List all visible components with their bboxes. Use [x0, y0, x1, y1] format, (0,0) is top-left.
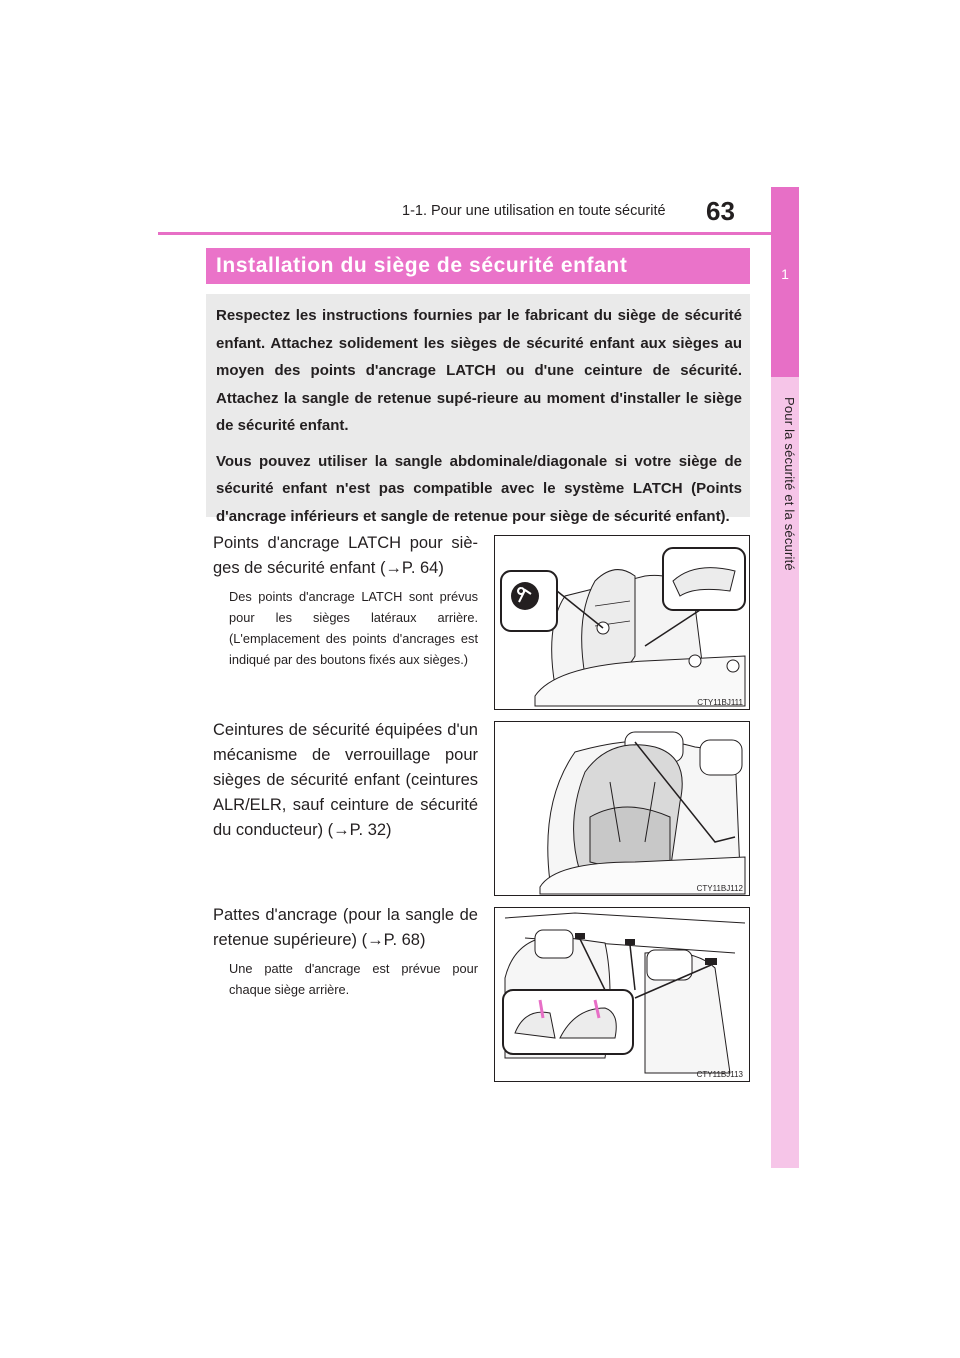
intro-paragraph-1: Respectez les instructions fournies par le fabricant du siège de sécurité enfant. Attachez solidement les sièges de sécurité enfant aux sièges au moyen des points d'ancrage LATCH ou d'une ceinture de sécurité. Attachez la sangle de retenue supé-rieure au moment d'installer le siège de sécurité enfant. — [216, 307, 742, 434]
chapter-number: 1 — [781, 266, 789, 282]
chapter-label: Pour la sécurité et la sécurité — [782, 397, 797, 571]
figure-code: CTY11BJ113 — [696, 1070, 743, 1079]
figure-locking-belts — [494, 721, 750, 896]
item-title: Points d'ancrage LATCH pour siè-ges de sécurité enfant (→P. 64) — [213, 534, 478, 577]
intro-box — [206, 294, 750, 525]
list-item-alr-elr — [213, 718, 478, 843]
figure-latch-anchors — [494, 535, 750, 710]
list-item-latch — [213, 531, 478, 670]
intro-paragraph-2: Vous pouvez utiliser la sangle abdominale/diagonale si votre siège de sécurité enfant n'est pas compatible avec le système LATCH (Points d'ancrage inférieurs et sangle de retenue pour siège de sécurité enfant). — [216, 452, 742, 525]
figure-tether-anchors — [494, 907, 750, 1082]
figure-code: CTY11BJ112 — [696, 884, 743, 893]
item-title: Pattes d'ancrage (pour la sangle de retenue supérieure) (→P. 68) — [213, 906, 478, 949]
banner-title: Installation du siège de sécurité enfant — [216, 254, 628, 277]
chapter-tab-marker — [771, 187, 799, 377]
header-rule — [158, 232, 798, 235]
page-number: 63 — [706, 196, 735, 226]
section-title: 1-1. Pour une utilisation en toute sécurité — [402, 203, 666, 219]
section-banner — [206, 248, 750, 284]
item-description: Une patte d'ancrage est prévue pour chaque siège arrière. — [229, 961, 478, 997]
list-item-tether-brackets — [213, 903, 478, 1000]
item-title: Ceintures de sécurité équipées d'un mécanisme de verrouillage pour sièges de sécurité enfant (ceintures ALR/ELR, sauf ceinture de sécurité du conducteur) (→P. 32) — [213, 721, 478, 839]
item-description: Des points d'ancrage LATCH sont prévus pour les sièges latéraux arrière. (L'emplacement des points d'ancrages est indiqué par des boutons fixés aux sièges.) — [229, 589, 478, 667]
figure-code: CTY11BJ111 — [697, 698, 743, 707]
